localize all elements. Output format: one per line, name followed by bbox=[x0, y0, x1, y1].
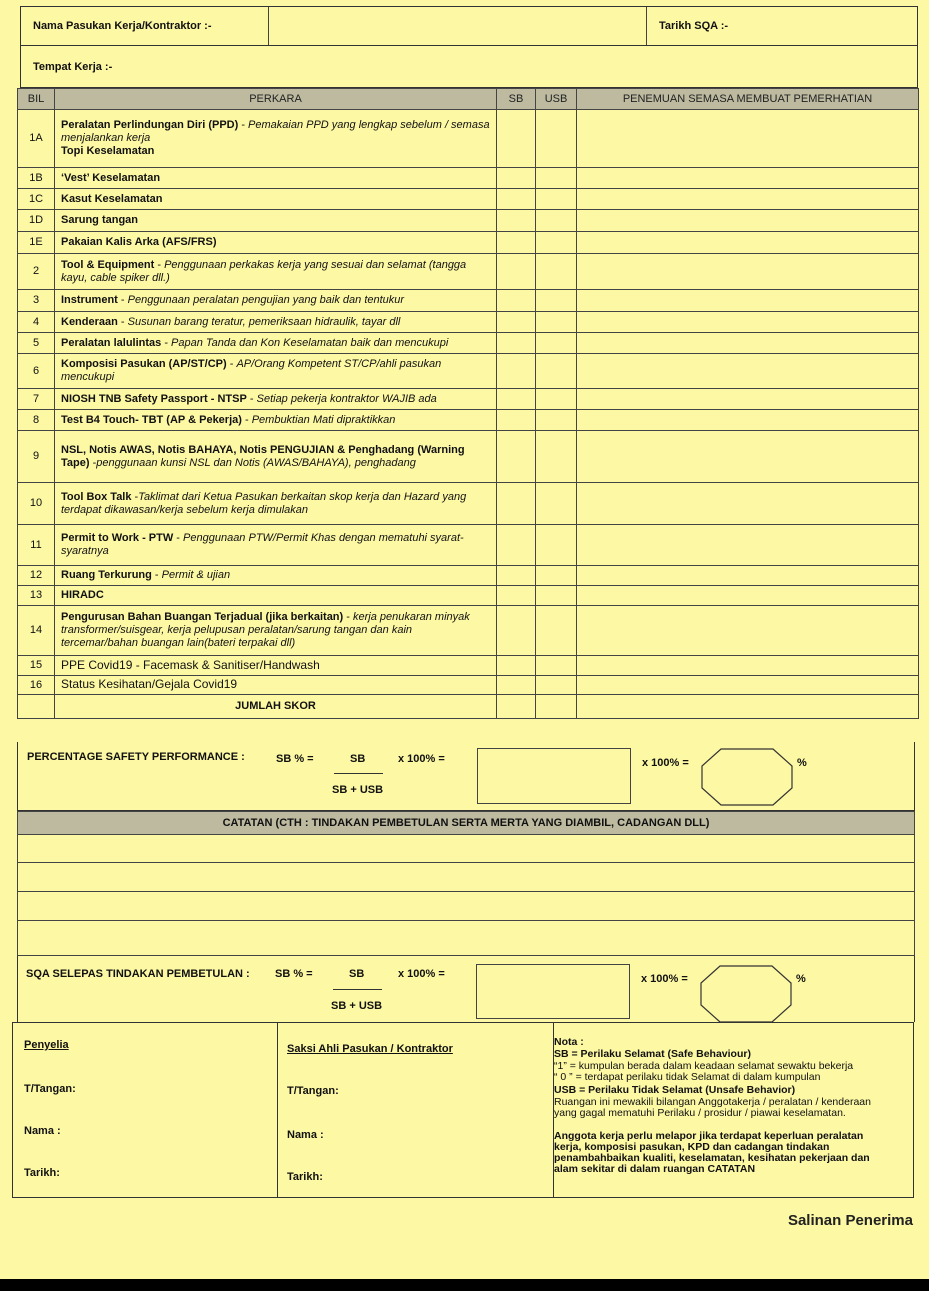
contractor-label: Nama Pasukan Kerja/Kontraktor :- bbox=[21, 7, 269, 45]
row-perkara bbox=[55, 410, 497, 431]
row-perkara bbox=[55, 232, 497, 254]
row-bil: 6 bbox=[18, 354, 55, 389]
row-description: Permit & ujian bbox=[161, 569, 231, 581]
row-sb-cell[interactable] bbox=[497, 189, 536, 210]
row-sb-cell[interactable] bbox=[497, 656, 536, 676]
row-findings-cell[interactable] bbox=[577, 606, 919, 656]
row-sb-cell[interactable] bbox=[497, 210, 536, 232]
row-usb-cell[interactable] bbox=[536, 431, 577, 483]
sqa-date-label: Tarikh SQA :- bbox=[659, 20, 729, 32]
row-sb-cell[interactable] bbox=[497, 333, 536, 354]
row-title: Kasut Keselamatan bbox=[61, 192, 163, 205]
row-sb-cell[interactable] bbox=[497, 586, 536, 606]
table-row bbox=[18, 290, 919, 312]
row-usb-cell[interactable] bbox=[536, 354, 577, 389]
performance-times2: x 100% = bbox=[642, 757, 689, 769]
col-perkara: PERKARA bbox=[55, 89, 497, 110]
row-bil: 14 bbox=[18, 606, 55, 656]
row-bil: 1E bbox=[18, 232, 55, 254]
row-perkara bbox=[55, 389, 497, 410]
row-findings-cell[interactable] bbox=[577, 168, 919, 189]
row-title: Pengurusan Bahan Buangan Terjadual (jika berkaitan) bbox=[61, 611, 344, 623]
table-row bbox=[18, 168, 919, 189]
row-sb-cell[interactable] bbox=[497, 483, 536, 525]
row-separator: - bbox=[226, 358, 237, 370]
total-findings-cell bbox=[577, 695, 919, 719]
row-separator: - bbox=[89, 456, 97, 469]
row-plain-text: Status Kesihatan/Gejala Covid19 bbox=[61, 677, 238, 691]
table-row bbox=[18, 110, 919, 168]
saksi-date[interactable]: Tarikh: bbox=[287, 1171, 323, 1183]
row-findings-cell[interactable] bbox=[577, 232, 919, 254]
row-title: Permit to Work - PTW bbox=[61, 532, 174, 544]
nota-p3: penambahbaikan kualiti, keselamatan, kesihatan pekerjaan dan bbox=[554, 1152, 870, 1164]
row-findings-cell[interactable] bbox=[577, 566, 919, 586]
checklist-table bbox=[17, 88, 919, 719]
row-findings-cell[interactable] bbox=[577, 210, 919, 232]
row-usb-cell[interactable] bbox=[536, 410, 577, 431]
catatan-title: CATATAN (CTH : TINDAKAN PEMBETULAN SERTA MERTA YANG DIAMBIL, CADANGAN DLL) bbox=[17, 811, 915, 835]
row-perkara bbox=[55, 431, 497, 483]
table-row bbox=[18, 189, 919, 210]
nota-p1: Anggota kerja perlu melapor jika terdapat keperluan peralatan bbox=[554, 1130, 864, 1142]
catatan-line-4[interactable] bbox=[17, 921, 915, 956]
performance-numerator: SB bbox=[350, 753, 366, 765]
table-row bbox=[18, 606, 919, 656]
nota-p4: alam sekitar di dalam ruangan CATATAN bbox=[554, 1163, 756, 1175]
row-usb-cell[interactable] bbox=[536, 586, 577, 606]
row-title: Ruang Terkurung bbox=[61, 569, 152, 581]
row-bil: 2 bbox=[18, 254, 55, 290]
row-perkara bbox=[55, 354, 497, 389]
row-sb-cell[interactable] bbox=[497, 676, 536, 695]
row-findings-cell[interactable] bbox=[577, 656, 919, 676]
row-findings-cell[interactable] bbox=[577, 354, 919, 389]
row-perkara bbox=[55, 189, 497, 210]
row-perkara bbox=[55, 333, 497, 354]
row-bil: 13 bbox=[18, 586, 55, 606]
row-findings-cell[interactable] bbox=[577, 483, 919, 525]
row-usb-cell[interactable] bbox=[536, 290, 577, 312]
table-row bbox=[18, 410, 919, 431]
row-subtitle: Topi Keselamatan bbox=[61, 145, 155, 157]
row-separator: - bbox=[154, 258, 165, 271]
row-description: Susunan barang teratur, pemeriksaan hidraulik, tayar dll bbox=[127, 315, 401, 328]
row-usb-cell[interactable] bbox=[536, 525, 577, 566]
saksi-title: Saksi Ahli Pasukan / Kontraktor bbox=[287, 1043, 453, 1055]
row-bil: 1A bbox=[18, 110, 55, 168]
performance-sb-pct: SB % = bbox=[276, 753, 314, 765]
saksi-column bbox=[277, 1023, 554, 1197]
row-bil: 5 bbox=[18, 333, 55, 354]
row-usb-cell[interactable] bbox=[536, 566, 577, 586]
row-bil: 9 bbox=[18, 431, 55, 483]
nota-sb-0: “ 0 ” = terdapat perilaku tidak Selamat di dalam kumpulan bbox=[554, 1071, 821, 1083]
row-separator: - bbox=[131, 490, 139, 503]
performance-times: x 100% = bbox=[398, 753, 445, 765]
row-findings-cell[interactable] bbox=[577, 254, 919, 290]
row-sb-cell[interactable] bbox=[497, 254, 536, 290]
row-sb-cell[interactable] bbox=[497, 566, 536, 586]
nota-sb-head: SB = Perilaku Selamat (Safe Behaviour) bbox=[554, 1048, 751, 1060]
row-perkara bbox=[55, 606, 497, 656]
row-perkara bbox=[55, 566, 497, 586]
row-sb-cell[interactable] bbox=[497, 410, 536, 431]
row-separator: - bbox=[343, 611, 353, 623]
catatan-line-3[interactable] bbox=[17, 892, 915, 921]
sqa-after-sb-pct: SB % = bbox=[275, 968, 313, 980]
total-usb-cell[interactable] bbox=[536, 695, 577, 719]
table-row bbox=[18, 210, 919, 232]
table-row bbox=[18, 656, 919, 676]
row-separator: - bbox=[151, 569, 162, 581]
row-usb-cell[interactable] bbox=[536, 676, 577, 695]
saksi-signature[interactable]: T/Tangan: bbox=[287, 1085, 339, 1097]
sqa-after-label: SQA SELEPAS TINDAKAN PEMBETULAN : bbox=[26, 968, 250, 980]
row-perkara bbox=[55, 290, 497, 312]
header-row-contractor bbox=[20, 6, 918, 46]
row-description: Penggunaan perkakas kerja yang sesuai dan selamat (tangga kayu, cable spiker dll.) bbox=[61, 258, 467, 284]
row-description: Penggunaan peralatan pengujian yang baik dan tentukur bbox=[127, 294, 405, 306]
row-sb-cell[interactable] bbox=[497, 290, 536, 312]
penyelia-name[interactable]: Nama : bbox=[24, 1125, 61, 1137]
row-perkara bbox=[55, 525, 497, 566]
row-title: Sarung tangan bbox=[61, 214, 139, 226]
nota-usb-2: yang gagal mematuhi Perilaku / prosidur / piawai keselamatan. bbox=[554, 1107, 846, 1119]
row-bil: 10 bbox=[18, 483, 55, 525]
bottom-edge bbox=[0, 1279, 929, 1291]
sqa-after-fraction-line bbox=[333, 989, 382, 990]
table-row bbox=[18, 389, 919, 410]
performance-section bbox=[17, 742, 915, 811]
row-findings-cell[interactable] bbox=[577, 586, 919, 606]
row-findings-cell[interactable] bbox=[577, 431, 919, 483]
table-row bbox=[18, 483, 919, 525]
row-title: Komposisi Pasukan (AP/ST/CP) bbox=[61, 358, 227, 370]
row-usb-cell[interactable] bbox=[536, 110, 577, 168]
row-usb-cell[interactable] bbox=[536, 189, 577, 210]
row-separator: - bbox=[246, 392, 257, 405]
row-findings-cell[interactable] bbox=[577, 525, 919, 566]
row-usb-cell[interactable] bbox=[536, 312, 577, 333]
row-description: kerja penukaran minyak transformer/suisgear, kerja pelupusan peralatan/sarung tangan dan kain tercemar/bahan buangan lain(bateri terpakai dll) bbox=[61, 611, 470, 649]
row-sb-cell[interactable] bbox=[497, 312, 536, 333]
row-description: Penggunaan PTW/Permit Khas dengan mematuhi syarat-syaratnya bbox=[61, 532, 464, 557]
row-title: Peralatan Perlindungan Diri (PPD) bbox=[61, 119, 239, 131]
table-row bbox=[18, 586, 919, 606]
table-row bbox=[18, 525, 919, 566]
row-usb-cell[interactable] bbox=[536, 254, 577, 290]
table-row bbox=[18, 254, 919, 290]
row-separator: - bbox=[161, 336, 172, 349]
row-sb-cell[interactable] bbox=[497, 354, 536, 389]
row-bil: 8 bbox=[18, 410, 55, 431]
signature-section bbox=[12, 1022, 914, 1198]
row-description: Pemakaian PPD yang lengkap sebelum / semasa menjalankan kerja bbox=[61, 119, 490, 144]
row-title: ‘Vest’ Keselamatan bbox=[61, 171, 161, 184]
row-sb-cell[interactable] bbox=[497, 606, 536, 656]
table-row bbox=[18, 431, 919, 483]
row-title: Tool Box Talk bbox=[61, 490, 132, 503]
nota-usb-1: Ruangan ini mewakili bilangan Anggotakerja / peralatan / kenderaan bbox=[554, 1096, 871, 1108]
performance-pct: % bbox=[797, 757, 807, 769]
row-separator: - bbox=[241, 413, 252, 426]
row-perkara bbox=[55, 676, 497, 695]
row-bil: 16 bbox=[18, 676, 55, 695]
row-description: Setiap pekerja kontraktor WAJIB ada bbox=[256, 392, 437, 405]
row-bil: 1D bbox=[18, 210, 55, 232]
sqa-after-octagon[interactable] bbox=[700, 965, 792, 1023]
row-findings-cell[interactable] bbox=[577, 312, 919, 333]
penyelia-signature[interactable]: T/Tangan: bbox=[24, 1083, 76, 1095]
performance-label: PERCENTAGE SAFETY PERFORMANCE : bbox=[27, 751, 245, 763]
row-sb-cell[interactable] bbox=[497, 389, 536, 410]
row-title: HIRADC bbox=[61, 589, 104, 601]
row-title: Test B4 Touch- TBT (AP & Pekerja) bbox=[61, 413, 242, 426]
sqa-after-times2: x 100% = bbox=[641, 973, 688, 985]
performance-fraction-line bbox=[334, 773, 383, 774]
sqa-after-result-box[interactable] bbox=[476, 964, 630, 1019]
col-bil: BIL bbox=[18, 89, 55, 110]
row-usb-cell[interactable] bbox=[536, 389, 577, 410]
penyelia-column bbox=[13, 1023, 278, 1197]
row-perkara bbox=[55, 586, 497, 606]
saksi-name[interactable]: Nama : bbox=[287, 1129, 324, 1141]
total-label: JUMLAH SKOR bbox=[55, 695, 497, 719]
table-header-row bbox=[18, 89, 919, 110]
nota-title: Nota : bbox=[554, 1036, 584, 1048]
row-perkara bbox=[55, 656, 497, 676]
total-empty bbox=[18, 695, 55, 719]
row-separator: - bbox=[173, 532, 184, 544]
penyelia-title: Penyelia bbox=[24, 1039, 69, 1051]
row-usb-cell[interactable] bbox=[536, 606, 577, 656]
row-title: Pakaian Kalis Arka (AFS/FRS) bbox=[61, 236, 217, 248]
row-description: Pembuktian Mati dipraktikkan bbox=[251, 413, 396, 426]
row-usb-cell[interactable] bbox=[536, 210, 577, 232]
sqa-after-section bbox=[17, 956, 915, 1022]
table-row bbox=[18, 232, 919, 254]
row-bil: 12 bbox=[18, 566, 55, 586]
row-title: Tool & Equipment bbox=[61, 258, 155, 271]
row-bil: 15 bbox=[18, 656, 55, 676]
row-title: Kenderaan bbox=[61, 315, 118, 328]
row-sb-cell[interactable] bbox=[497, 431, 536, 483]
performance-result-box[interactable] bbox=[477, 748, 631, 804]
row-bil: 3 bbox=[18, 290, 55, 312]
nota-usb-head: USB = Perilaku Tidak Selamat (Unsafe Behavior) bbox=[554, 1084, 796, 1096]
row-description: Taklimat dari Ketua Pasukan berkaitan skop kerja dan Hazard yang terdapat dikawasan/kerja sebelum kerja dimulakan bbox=[61, 490, 467, 516]
row-bil: 4 bbox=[18, 312, 55, 333]
row-findings-cell[interactable] bbox=[577, 333, 919, 354]
sqa-after-times: x 100% = bbox=[398, 968, 445, 980]
total-sb-cell[interactable] bbox=[497, 695, 536, 719]
row-description: Papan Tanda dan Kon Keselamatan baik dan mencukupi bbox=[171, 336, 449, 349]
sqa-after-pct: % bbox=[796, 973, 806, 985]
nota-p2: kerja, komposisi pasukan, KPD dan cadangan tindakan bbox=[554, 1141, 830, 1153]
performance-denominator: SB + USB bbox=[332, 784, 384, 796]
row-findings-cell[interactable] bbox=[577, 189, 919, 210]
row-perkara bbox=[55, 312, 497, 333]
row-findings-cell[interactable] bbox=[577, 676, 919, 695]
row-sb-cell[interactable] bbox=[497, 525, 536, 566]
table-row bbox=[18, 354, 919, 389]
table-row bbox=[18, 676, 919, 695]
col-findings: PENEMUAN SEMASA MEMBUAT PEMERHATIAN bbox=[577, 89, 919, 110]
penyelia-date[interactable]: Tarikh: bbox=[24, 1167, 60, 1179]
row-description: AP/Orang Kompetent ST/CP/ahli pasukan mencukupi bbox=[61, 358, 442, 383]
header-row-place bbox=[20, 46, 918, 88]
row-usb-cell[interactable] bbox=[536, 483, 577, 525]
row-title: Peralatan lalulintas bbox=[61, 336, 162, 349]
row-bil: 7 bbox=[18, 389, 55, 410]
row-title: NIOSH TNB Safety Passport - NTSP bbox=[61, 392, 247, 405]
row-bil: 11 bbox=[18, 525, 55, 566]
table-row bbox=[18, 566, 919, 586]
row-title: NSL, Notis AWAS, Notis BAHAYA, Notis PENGUJIAN & Penghadang (Warning Tape) bbox=[61, 443, 465, 469]
row-usb-cell[interactable] bbox=[536, 232, 577, 254]
catatan-line-2[interactable] bbox=[17, 863, 915, 892]
performance-octagon[interactable] bbox=[701, 748, 793, 806]
contractor-field[interactable] bbox=[269, 7, 647, 45]
row-separator: - bbox=[238, 119, 249, 131]
col-usb: USB bbox=[536, 89, 577, 110]
row-title: Instrument bbox=[61, 294, 118, 306]
row-sb-cell[interactable] bbox=[497, 232, 536, 254]
row-findings-cell[interactable] bbox=[577, 290, 919, 312]
sqa-after-denominator: SB + USB bbox=[331, 1000, 383, 1012]
place-label: Tempat Kerja :- bbox=[33, 60, 113, 73]
row-findings-cell[interactable] bbox=[577, 410, 919, 431]
row-perkara bbox=[55, 110, 497, 168]
row-perkara bbox=[55, 168, 497, 189]
row-perkara bbox=[55, 254, 497, 290]
row-sb-cell[interactable] bbox=[497, 168, 536, 189]
row-perkara bbox=[55, 210, 497, 232]
row-bil: 1B bbox=[18, 168, 55, 189]
nota-sb-1: “1” = kumpulan berada dalam keadaan selamat sewaktu bekerja bbox=[554, 1060, 854, 1072]
row-description: penggunaan kunsi NSL dan Notis (AWAS/BAHAYA), penghadang bbox=[96, 456, 416, 469]
row-findings-cell[interactable] bbox=[577, 389, 919, 410]
table-row bbox=[18, 333, 919, 354]
table-row bbox=[18, 312, 919, 333]
total-row bbox=[18, 695, 919, 719]
row-plain-text: PPE Covid19 - Facemask & Sanitiser/Handwash bbox=[61, 657, 320, 672]
row-bil: 1C bbox=[18, 189, 55, 210]
catatan-line-1[interactable] bbox=[17, 835, 915, 863]
row-sb-cell[interactable] bbox=[497, 110, 536, 168]
nota-column bbox=[553, 1023, 913, 1197]
row-findings-cell[interactable] bbox=[577, 110, 919, 168]
footer-copy-label: Salinan Penerima bbox=[787, 1212, 913, 1229]
sqa-after-numerator: SB bbox=[349, 968, 365, 980]
col-sb: SB bbox=[497, 89, 536, 110]
row-usb-cell[interactable] bbox=[536, 333, 577, 354]
row-usb-cell[interactable] bbox=[536, 168, 577, 189]
row-usb-cell[interactable] bbox=[536, 656, 577, 676]
row-separator: - bbox=[117, 315, 128, 328]
row-perkara bbox=[55, 483, 497, 525]
row-separator: - bbox=[117, 294, 128, 306]
